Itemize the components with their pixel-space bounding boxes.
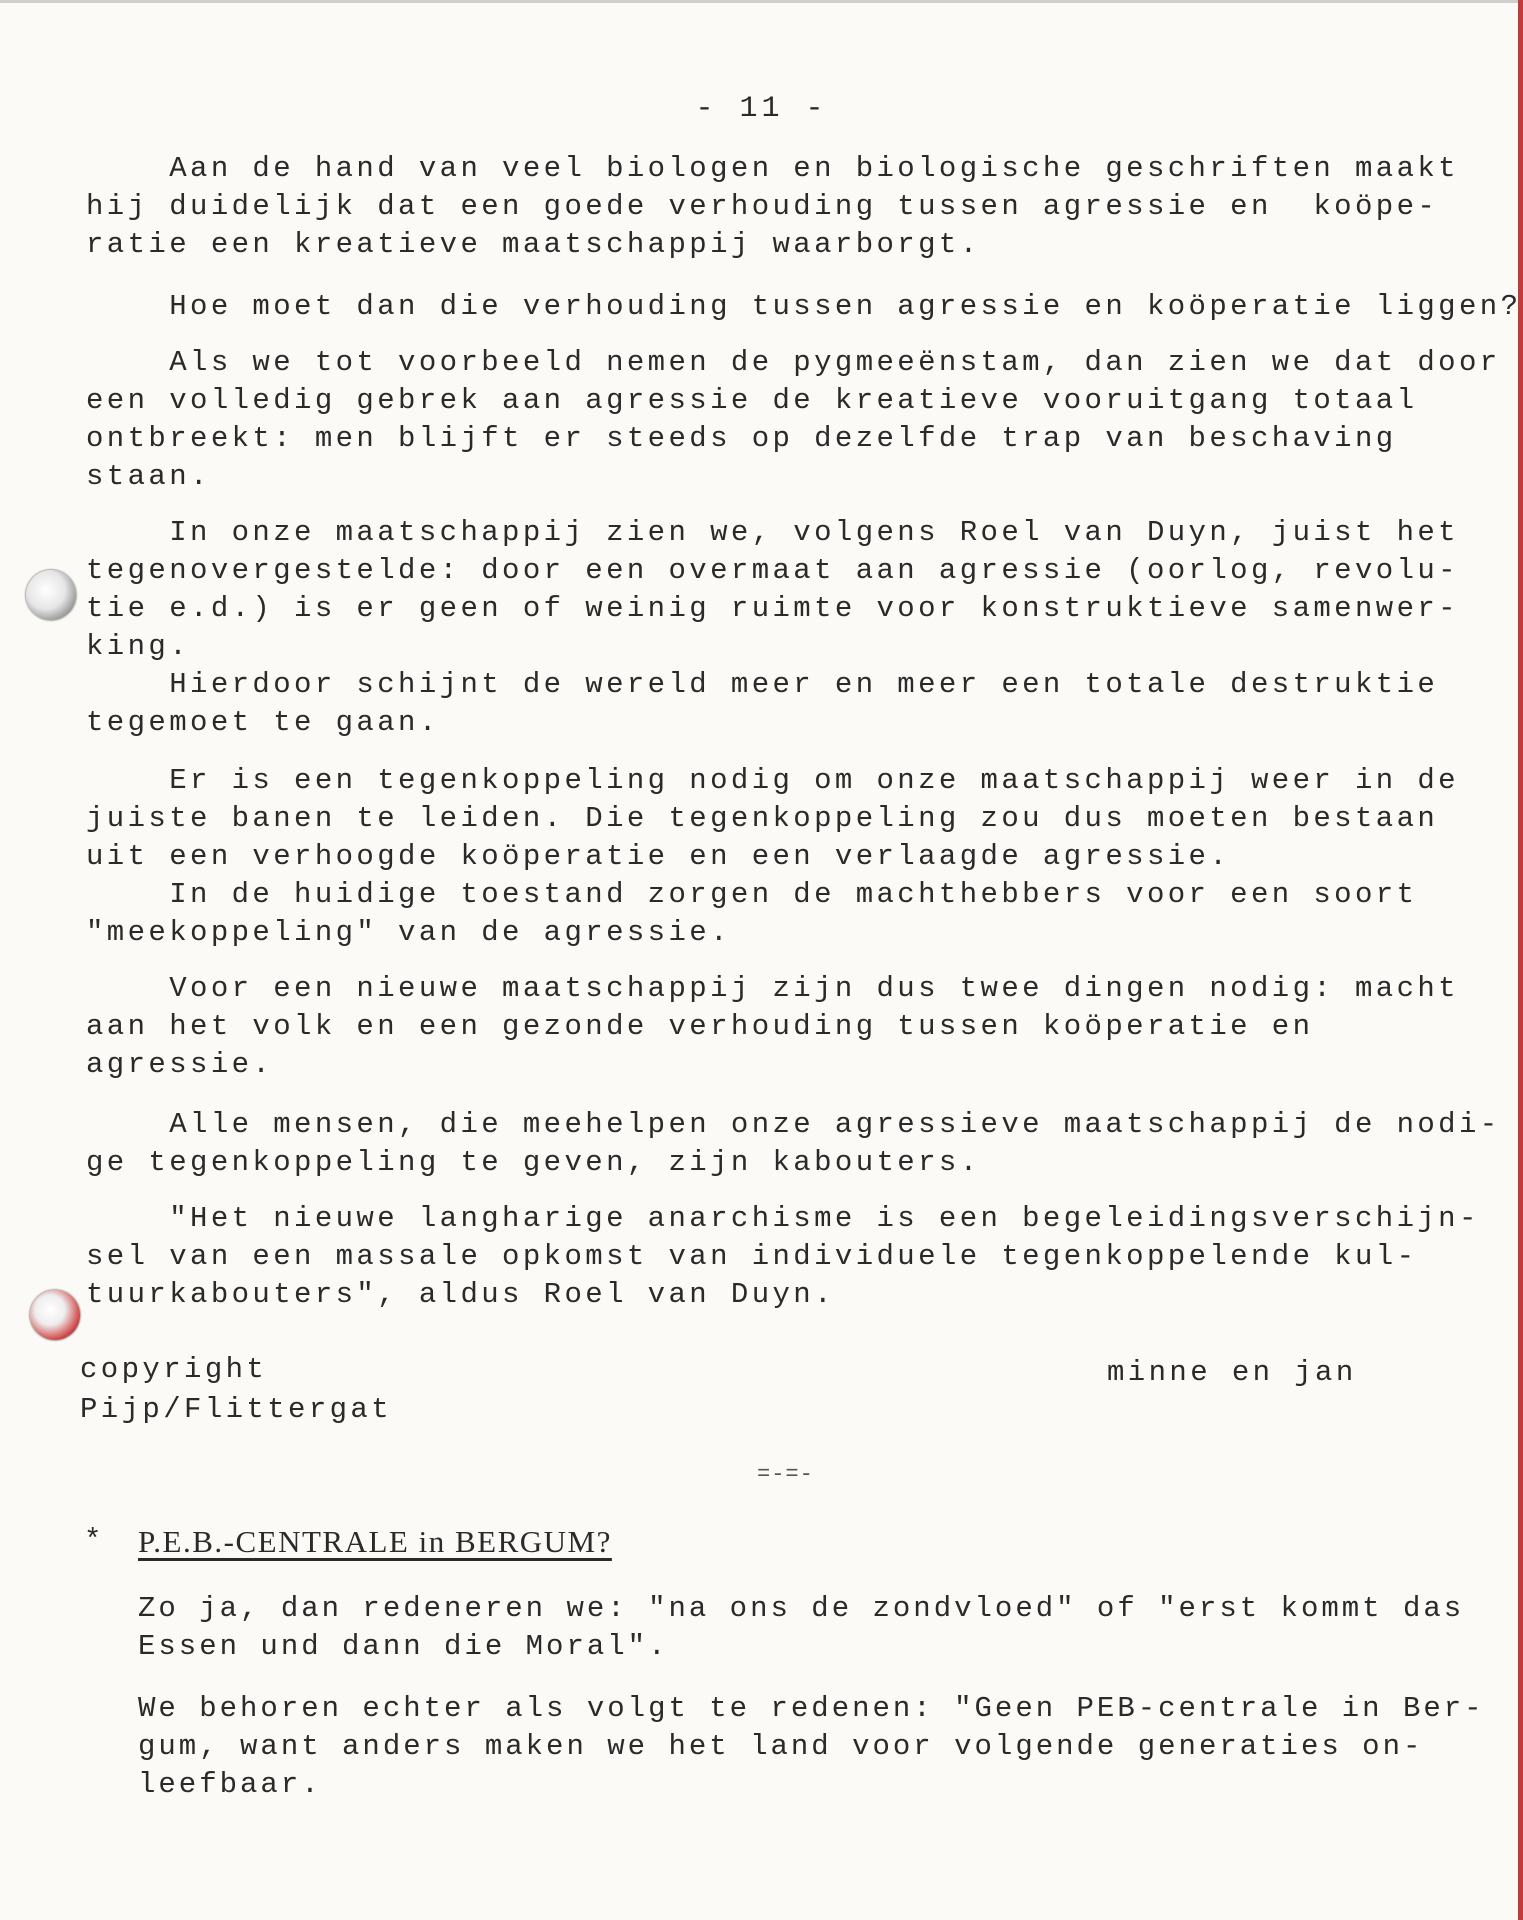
signature-right: minne en jan — [1107, 1356, 1357, 1389]
paragraph: Er is een tegenkoppeling nodig om onze maatschappij weer in de juiste banen te leiden. Die tegenkoppeling zou dus moeten bestaan uit een verhoogde koöperatie en een verlaagde agressie. — [86, 764, 1459, 873]
bullet-icon: * — [84, 1524, 102, 1557]
section-paragraph: Zo ja, dan redeneren we: "na ons de zondvloed" of "erst kommt das Essen und dann die Moral". — [138, 1592, 1465, 1663]
section-separator: =-=- — [757, 1462, 814, 1487]
paragraph: "Het nieuwe langharige anarchisme is een begeleidingsverschijn- sel van een massale opkomst van individuele tegenkoppelende kul- tuurkabouters", aldus Roel van Duyn. — [86, 1202, 1480, 1311]
paragraph: Aan de hand van veel biologen en biologische geschriften maakt hij duidelijk dat een goede verhouding tussen agressie en koöpe- ratie een kreatieve maatschappij waarborgt. — [86, 152, 1459, 261]
paragraph: Hierdoor schijnt de wereld meer en meer een totale destruktie tegemoet te gaan. — [86, 668, 1439, 739]
punch-hole-icon — [30, 1290, 80, 1340]
page-top-edge — [0, 0, 1523, 3]
paragraph: Hoe moet dan die verhouding tussen agressie en koöperatie liggen? — [86, 290, 1522, 323]
author-place: Pijp/Flittergat — [80, 1393, 393, 1426]
paragraph: Als we tot voorbeeld nemen de pygmeeënstam, dan zien we dat door een volledig gebrek aan agressie de kreatieve vooruitgang totaal ontbreekt: men blijft er steeds op dezelfde trap van beschaving staan. — [86, 346, 1501, 493]
section-heading: P.E.B.-CENTRALE in BERGUM? — [138, 1524, 612, 1559]
copyright-line: copyright — [80, 1353, 268, 1386]
paragraph: Voor een nieuwe maatschappij zijn dus twee dingen nodig: macht aan het volk en een gezonde verhouding tussen koöperatie en agressie. — [86, 972, 1459, 1081]
paragraph: In de huidige toestand zorgen de machthebbers voor een soort "meekoppeling" van de agressie. — [86, 878, 1418, 949]
section-paragraph: We behoren echter als volgt te redenen: "Geen PEB-centrale in Ber- gum, want anders maken we het land voor volgende generaties on- leefbaar. — [138, 1692, 1485, 1801]
signature-left — [80, 1350, 392, 1430]
punch-hole-icon — [26, 570, 76, 620]
page-number: - 11 - — [695, 92, 828, 126]
paragraph: Alle mensen, die meehelpen onze agressieve maatschappij de nodi- ge tegenkoppeling te geven, zijn kabouters. — [86, 1108, 1501, 1179]
paragraph: In onze maatschappij zien we, volgens Roel van Duyn, juist het tegenovergestelde: door een overmaat aan agressie (oorlog, revolu- tie e.d.) is er geen of weinig ruimte voor konstruktieve samenwer- king. — [86, 516, 1459, 663]
